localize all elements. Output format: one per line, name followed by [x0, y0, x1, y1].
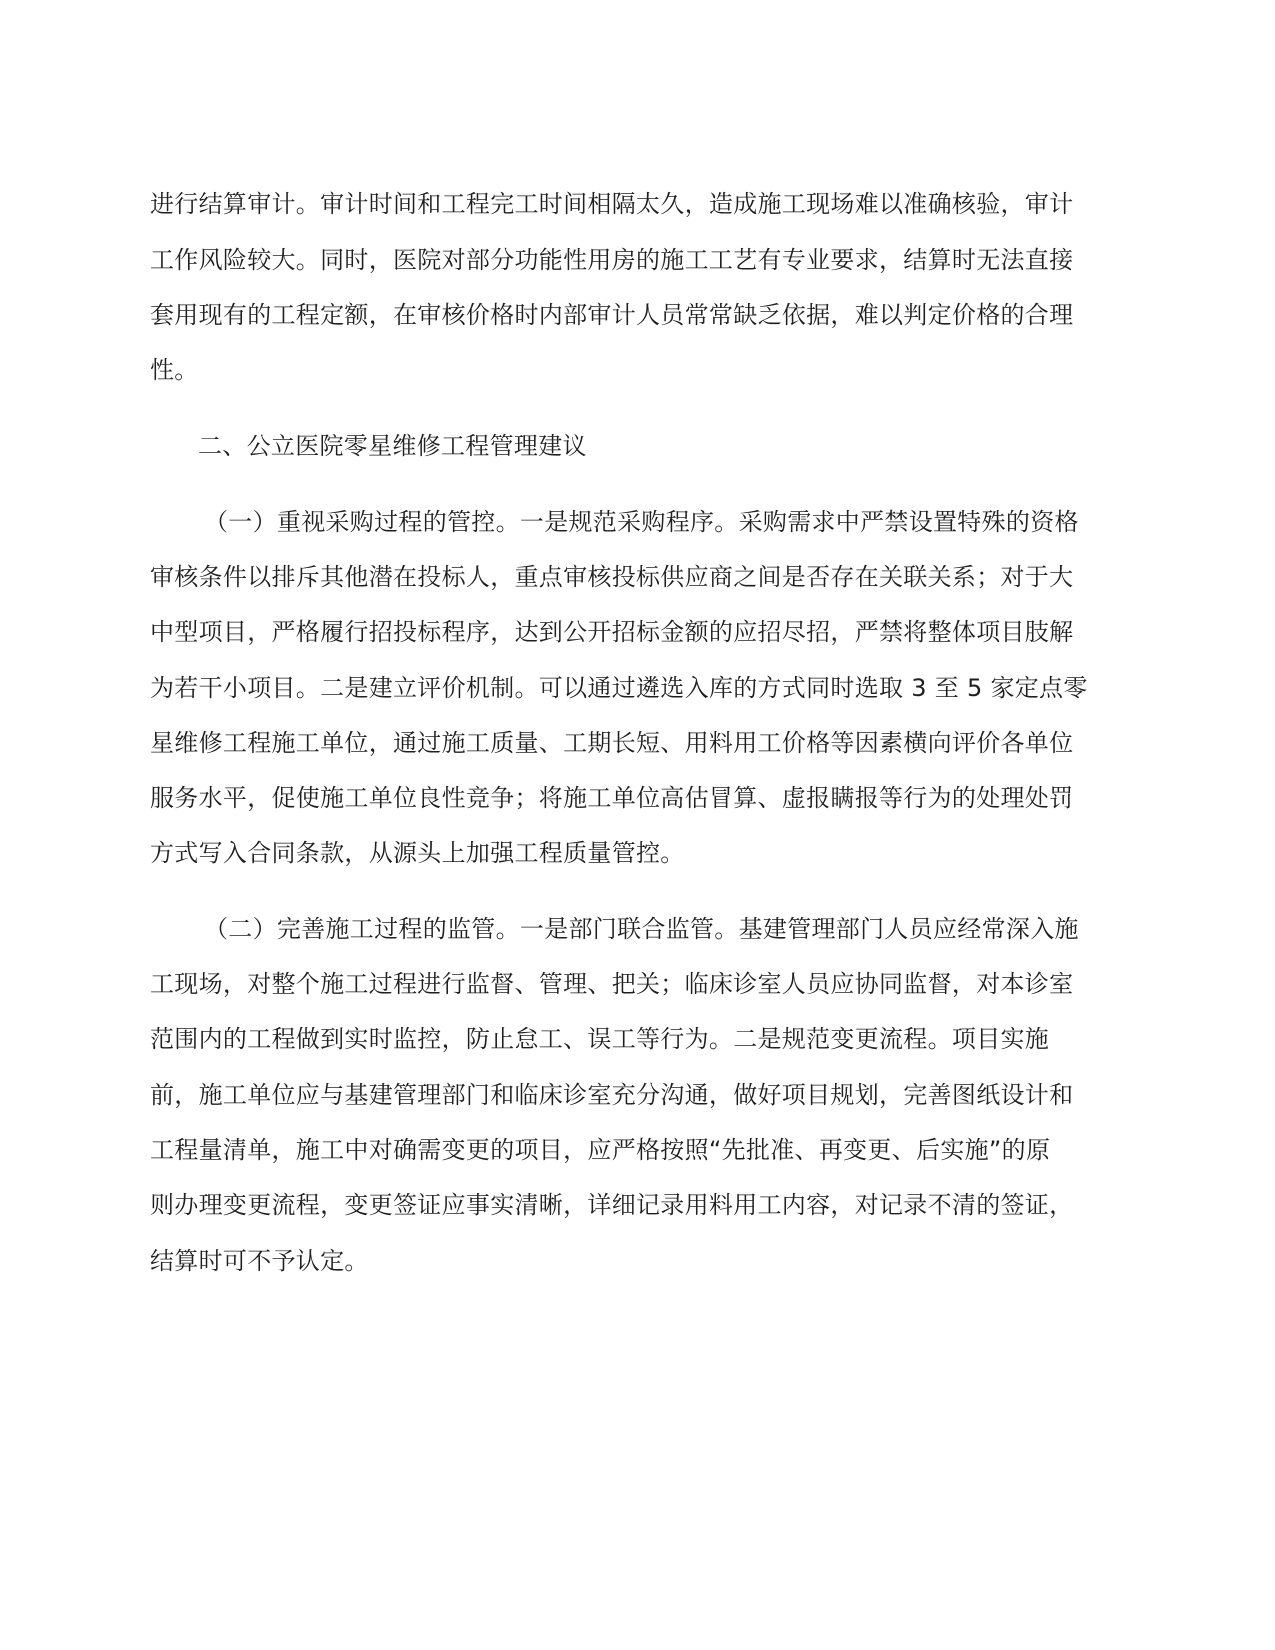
paragraph-line: 则办理变更流程，变更签证应事实清晰，详细记录用料用工内容，对记录不清的签证， — [150, 1191, 1074, 1219]
paragraph-line: 中型项目，严格履行招投标程序，达到公开招标金额的应招尽招，严禁将整体项目肢解 — [150, 618, 1074, 646]
paragraph-line: （二）完善施工过程的监管。一是部门联合监管。基建管理部门人员应经常深入施 — [204, 915, 1079, 943]
paragraph-line: 套用现有的工程定额，在审核价格时内部审计人员常常缺乏依据，难以判定价格的合理 — [150, 301, 1074, 329]
section-heading: 二、公立医院零星维修工程管理建议 — [198, 432, 587, 460]
paragraph-line: 前，施工单位应与基建管理部门和临床诊室充分沟通，做好项目规划，完善图纸设计和 — [150, 1081, 1074, 1109]
paragraph-line: （一）重视采购过程的管控。一是规范采购程序。采购需求中严禁设置特殊的资格 — [204, 508, 1079, 536]
paragraph-line: 服务水平，促使施工单位良性竞争；将施工单位高估冒算、虚报瞒报等行为的处理处罚 — [150, 784, 1074, 812]
paragraph-line: 工作风险较大。同时，医院对部分功能性用房的施工工艺有专业要求，结算时无法直接 — [150, 246, 1074, 274]
paragraph-line: 结算时可不予认定。 — [150, 1247, 369, 1275]
paragraph-line: 星维修工程施工单位，通过施工质量、工期长短、用料用工价格等因素横向评价各单位 — [150, 729, 1074, 757]
paragraph-line: 范围内的工程做到实时监控，防止怠工、误工等行为。二是规范变更流程。项目实施 — [150, 1025, 1050, 1053]
paragraph-line: 审核条件以排斥其他潜在投标人，重点审核投标供应商之间是否存在关联关系；对于大 — [150, 563, 1074, 591]
paragraph-line: 工现场，对整个施工过程进行监督、管理、把关；临床诊室人员应协同监督，对本诊室 — [150, 970, 1074, 998]
paragraph-line: 进行结算审计。审计时间和工程完工时间相隔太久，造成施工现场难以准确核验，审计 — [150, 190, 1074, 218]
paragraph-line: 方式写入合同条款，从源头上加强工程质量管控。 — [150, 839, 685, 867]
paragraph-line: 工程量清单，施工中对确需变更的项目，应严格按照“先批准、再变更、后实施”的原 — [150, 1136, 1051, 1164]
paragraph-line: 为若干小项目。二是建立评价机制。可以通过遴选入库的方式同时选取 3 至 5 家定点零 — [150, 674, 1088, 702]
paragraph-line: 性。 — [150, 356, 199, 384]
